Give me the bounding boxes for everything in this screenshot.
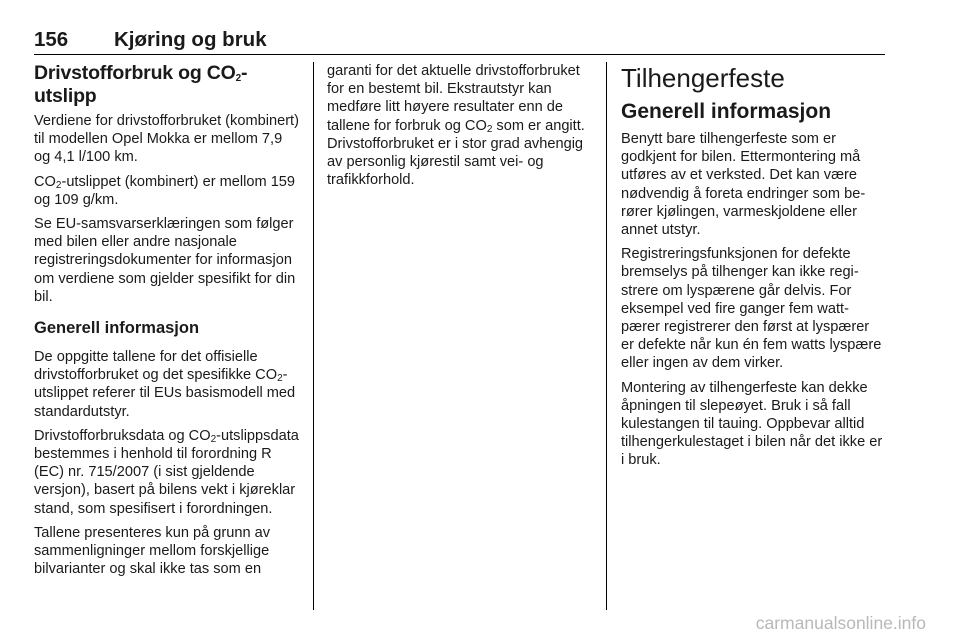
paragraph-approved-towbar: Benytt bare tilhengerfeste som er godkjent for bilen. Ettermontering må utføres av et verksted. Det kan være nødvendig å foreta endringer som berører kjølingen, varmeskjoldene eller annet utstyr.	[621, 131, 866, 239]
column-divider-1	[313, 62, 314, 610]
chapter-title: Kjøring og bruk	[114, 28, 267, 51]
paragraph-consumption: Verdiene for drivstofforbruket (kombinert) til modellen Opel Mokka er mellom 7,9 og 4,1 l/100 km.	[34, 113, 299, 166]
paragraph-co2: $CO_2$-utslippet (kombinert) er mellom 159 og 109 g/km.	[34, 173, 296, 208]
column-1	[34, 62, 300, 584]
section-heading-co2: Drivstofforbruk og $CO_2$-utslipp	[34, 62, 248, 107]
column-divider-2	[606, 62, 607, 610]
section-title-towbar: Tilhengerfeste	[621, 63, 785, 93]
paragraph-eu-declaration: Se EU-samsvarserklæringen som følger med bilen eller andre nasjonale registreringsdokumenter for informasjon om verdiene som gjelder spesifikt for din bil.	[34, 216, 296, 305]
paragraph-guarantee: garanti for det aktuelle drivstofforbruket for en bestemt bil. Ekstrautstyr kan medføre litt høyere resultater enn de tallene for forbruk og $CO_2$ som er angitt. Drivstofforbruket er i stor grad avhengig av personlig kjørestil samt vei- og trafikkforhold.	[327, 63, 585, 189]
page-number: 156	[34, 28, 69, 51]
subheading-general-info: Generell informasjon	[34, 319, 200, 338]
subheading-towbar-general: Generell informasjon	[621, 100, 832, 123]
page-header	[34, 28, 885, 55]
paragraph-mounting: Montering av tilhengerfeste kan dekke åpningen til slepeøyet. Bruk i så fall kulestangen til tauing. Oppbevar alltid tilhengerkulestaget i bilen når det ikke er i bruk.	[621, 379, 883, 469]
paragraph-comparison: Tallene presenteres kun på grunn av sammenligninger mellom forskjellige bilvarianter og skal ikke tas som en	[34, 524, 271, 578]
column-3	[621, 62, 885, 476]
watermark: carmanualsonline.info	[755, 613, 926, 633]
paragraph-regulation: Drivstofforbruksdata og $CO_2$-utslippsdata bestemmes i henhold til forordning R (EC) nr. 715/2007 (i sist gjeldende versjon), basert på bilens vekt i kjøreklar stand, som spesifisert i forordningen.	[34, 427, 299, 517]
column-2	[327, 62, 593, 195]
paragraph-brake-lights: Registreringsfunksjonen for defekte bremselys på tilhenger kan ikke registrere om lyspærene går delvis. For eksempel ved fire ganger fem watt-pærer registrerer den først at lyspærer er defekte når kun én fem watts lyspære eller ingen av dem virker.	[621, 246, 882, 372]
paragraph-official-figures: De oppgitte tallene for det offisielle drivstofforbruket og det spesifikke $CO_2$-utslippet referer til EUs basismodell med standardutstyr.	[34, 349, 296, 420]
